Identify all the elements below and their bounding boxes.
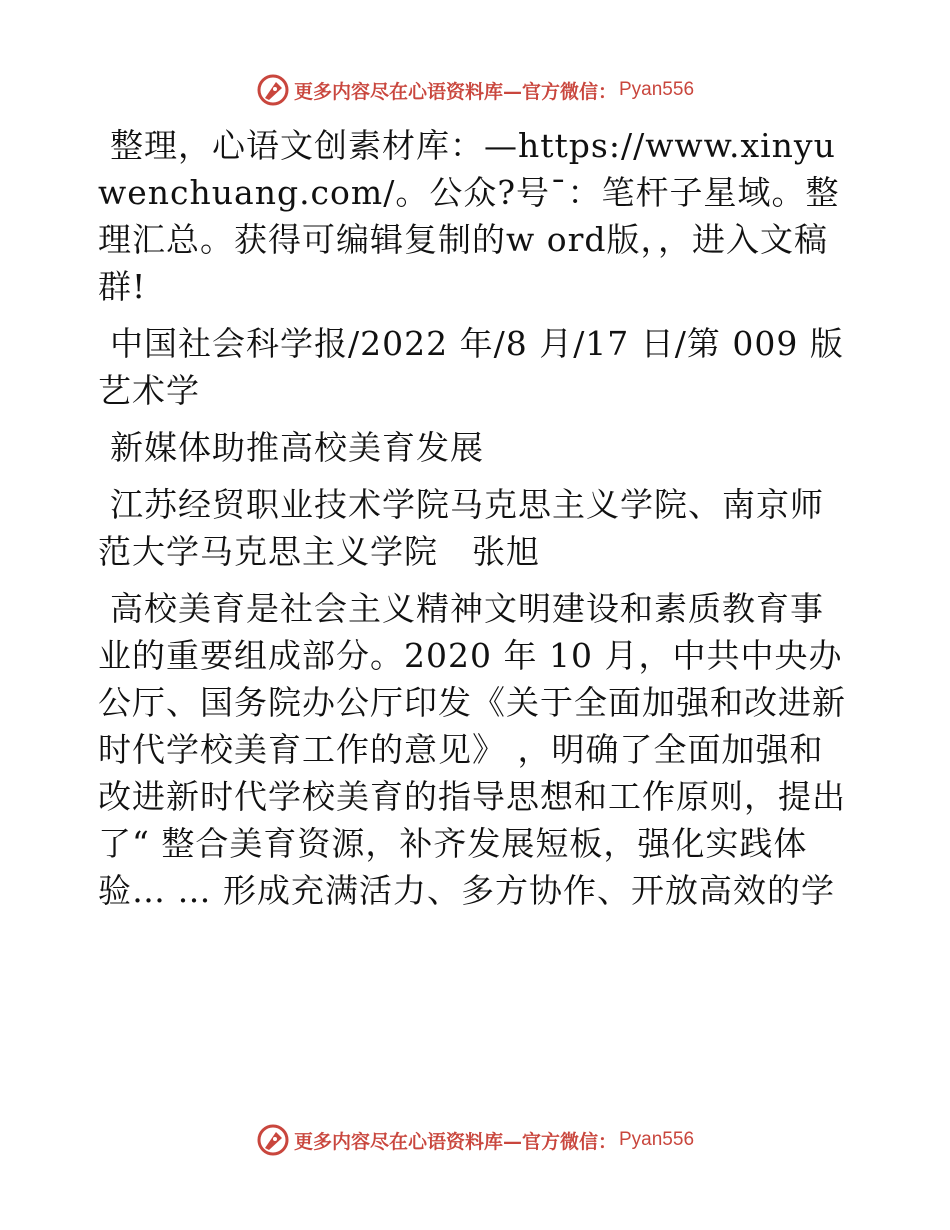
watermark-header [0,70,950,110]
body-paragraph: 高校美育是社会主义精神文明建设和素质教育事业的重要组成部分。2020 年 10 月，中共中央办公厅、国务院办公厅印发《关于全面加强和改进新时代学校美育工作的意见》 ，明确了全面加强和改进新时代学校美育的指导思想和工作原则，提出了“ 整合美育资源，补齐发展短板，强化实践体验… … 形成充满活力、多方协作、开放高效的学 [98,589,846,910]
source-note-paragraph: 整理，心语文创素材库：—https://www.xinyuwenchuang.com/。公众?号¯：笔杆子星域。整理汇总。获得可编辑复制的w ord版，，进入文稿群! [98,126,840,306]
watermark-footer [0,1120,950,1160]
article-title: 新媒体助推高校美育发展 [110,428,484,467]
pen-nib-circle-icon [256,1123,290,1157]
watermark-text: 更多内容尽在心语资料库—官方微信： [293,1130,617,1153]
watermark-wechat-id: Pyan556 [619,79,695,100]
watermark-text: 更多内容尽在心语资料库—官方微信： [293,80,617,103]
pen-nib-circle-icon [256,73,290,107]
watermark-wechat-id: Pyan556 [619,1129,695,1150]
document-body [98,122,850,924]
publication-info-paragraph: 中国社会科学报/2022 年/8 月/17 日/第 009 版艺术学 [98,324,844,410]
author-affiliation-paragraph: 江苏经贸职业技术学院马克思主义学院、南京师范大学马克思主义学院 张旭 [98,485,824,571]
